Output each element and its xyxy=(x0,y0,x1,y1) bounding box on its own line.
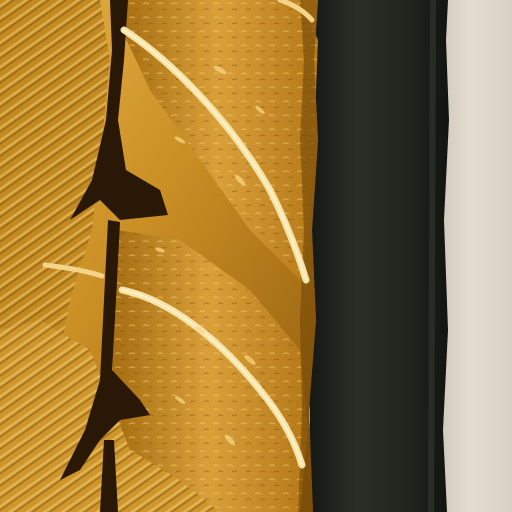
dark-frame-edge xyxy=(306,0,449,512)
wall-background xyxy=(440,0,512,512)
